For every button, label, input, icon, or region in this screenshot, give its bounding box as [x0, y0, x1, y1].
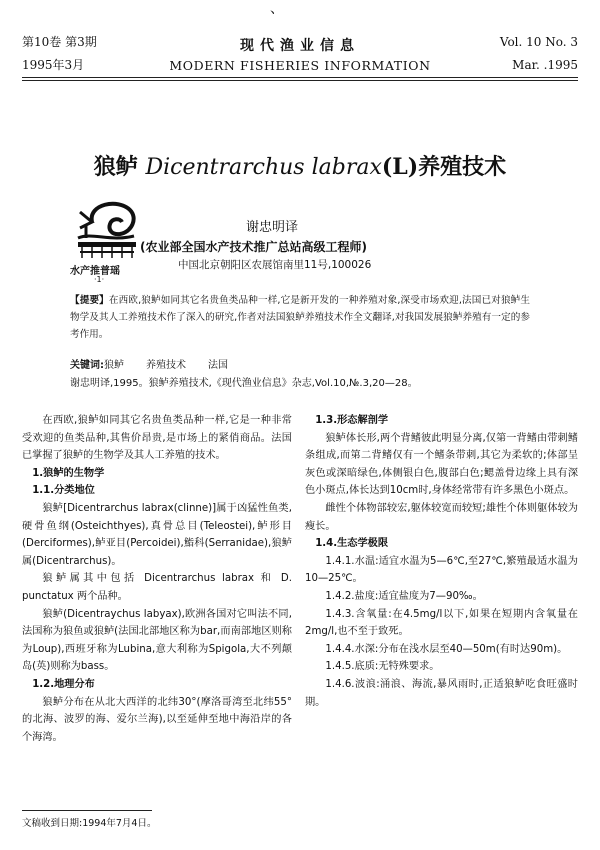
title-author-tag: (L)	[381, 154, 419, 180]
title-cn-name: 狼鲈	[93, 154, 146, 180]
abstract	[70, 292, 530, 343]
subsection-heading: 1.4.生态学极限	[315, 538, 389, 550]
article-title	[0, 150, 600, 181]
footnote: 文稿收到日期:1994年7月4日。	[22, 818, 157, 829]
keyword-item: 养殖技术	[146, 360, 186, 371]
list-item: 1.4.4.水深:分布在浅水层至40—50m(有时达90m)。	[325, 643, 568, 655]
fisheries-extension-logo-icon	[58, 192, 153, 287]
list-item: 1.4.5.底质:无特殊要求。	[325, 661, 440, 673]
date-en: Mar. .1995	[512, 58, 578, 72]
header-rule-bottom	[22, 80, 578, 81]
section-heading: 1.狼鲈的生物学	[32, 467, 105, 479]
body-right-column	[305, 412, 578, 711]
keywords-label: 关键词:	[70, 360, 104, 371]
title-latin-name: Dicentrarchus labrax	[145, 155, 382, 180]
list-item: 1.4.3.含氧量:在4.5mg/l以下,如果在短期内含氧量在2mg/l,也不至于致死。	[305, 608, 578, 638]
subsection-heading: 1.3.形态解剖学	[315, 415, 389, 426]
header-mark: 、	[270, 1, 284, 17]
paragraph: 在西欧,狼鲈如同其它名贵鱼类品种一样,它是一种非常受欢迎的鱼类品种,其售价昂贵,是市场上的紧俏商品。法国已掌握了狼鲈的生物学及其人工养殖的技术。	[22, 415, 292, 462]
list-item: 1.4.1.水温:适宜水温为5—6℃,至27℃,繁殖最适水温为10—25℃。	[305, 555, 578, 585]
abstract-text: 在西欧,狼鲈如同其它名贵鱼类品种一样,它是新开发的一种养殖对象,深受市场欢迎,法国已对狼鲈生物学及其人工养殖技术作了深入的研究,作者对法国狼鲈养殖技术作全文翻译,对我国发展狼鲈养殖有一定的参考作用。	[70, 295, 530, 340]
citation: 谢忠明译,1995。狼鲈养殖技术,《现代渔业信息》杂志,Vol.10,№.3,20—28。	[70, 378, 418, 389]
list-item: 1.4.2.盐度:适宜盐度为7—90‰。	[325, 590, 483, 602]
volume-cn: 第10卷 第3期	[22, 35, 97, 49]
journal-title-en: MODERN FISHERIES INFORMATION	[169, 58, 431, 73]
paragraph: 雌性个体物部较宏,躯体较宽而较短;雄性个体则躯体较为瘦长。	[305, 502, 578, 532]
author-name: 谢忠明译	[246, 220, 299, 235]
paragraph: 狼鲈体长形,两个背鳍彼此明显分离,仅第一背鳍由带刺鳍条组成,而第二背鳍仅有一个鳍条带刺,其它为柔软的;体部呈灰色或深暗绿色,体侧银白色,腹部白色;鳃盖骨边缘上具有深色小斑点,体长达到10cm时,身体经常带有许多黑色小斑点。	[305, 432, 578, 497]
subsection-heading: 1.1.分类地位	[32, 485, 95, 497]
paragraph: 狼鲈(Dicentraychus labyax),欧洲各国对它叫法不同,法国称为狼鱼或狼鲈(法国北部地区称为bar,而南部地区则称为Loup),西班牙称为Lubina,意大利称为Spigola,大不列颠岛(英)则称为bass。	[22, 608, 292, 673]
paragraph: 狼鲈属其中包括 Dicentrarchus labrax 和 D. punctatux 两个品种。	[22, 573, 292, 602]
author-address: 中国北京朝阳区农展馆南里11号,100026	[178, 259, 372, 271]
keyword-item: 法国	[208, 360, 228, 371]
footnote-rule	[22, 810, 152, 811]
journal-title-cn: 现代渔业信息	[240, 38, 360, 54]
keywords	[70, 356, 250, 371]
subsection-heading: 1.2.地理分布	[32, 678, 95, 690]
date-cn: 1995年3月	[22, 58, 85, 72]
list-item: 1.4.6.波浪:涌浪、海流,暴风雨时,正适狼鲈吃食旺盛时期。	[305, 678, 578, 708]
paragraph: 狼鲈[Dicentrarchus labrax(clinne)]属于凶猛性鱼类,硬骨鱼纲(Osteichthyes),真骨总目(Teleostei),鲈形目(Derciformes),鲈亚目(Percoidei),鮨科(Serranidae),狼鲈属(Dicentrarchus)。	[22, 502, 292, 567]
abstract-label: 【提要】	[70, 295, 109, 306]
body-left-column	[22, 412, 292, 746]
logo-subtext: ·1·	[94, 275, 105, 284]
logo-text: 水产推普瑶	[70, 266, 120, 277]
keyword-item: 狼鲈	[104, 360, 124, 371]
title-suffix: 养殖技术	[418, 154, 507, 180]
paragraph: 狼鲈分布在从北大西洋的北纬30°(摩洛哥湾至北纬55°的北海、波罗的海、爱尔兰海),以至延伸至地中海沿岸的各个海湾。	[22, 696, 292, 743]
volume-en: Vol. 10 No. 3	[499, 35, 578, 49]
header-rule-top	[22, 77, 578, 78]
author-affiliation: (农业部全国水产技术推广总站高级工程师)	[140, 240, 367, 254]
